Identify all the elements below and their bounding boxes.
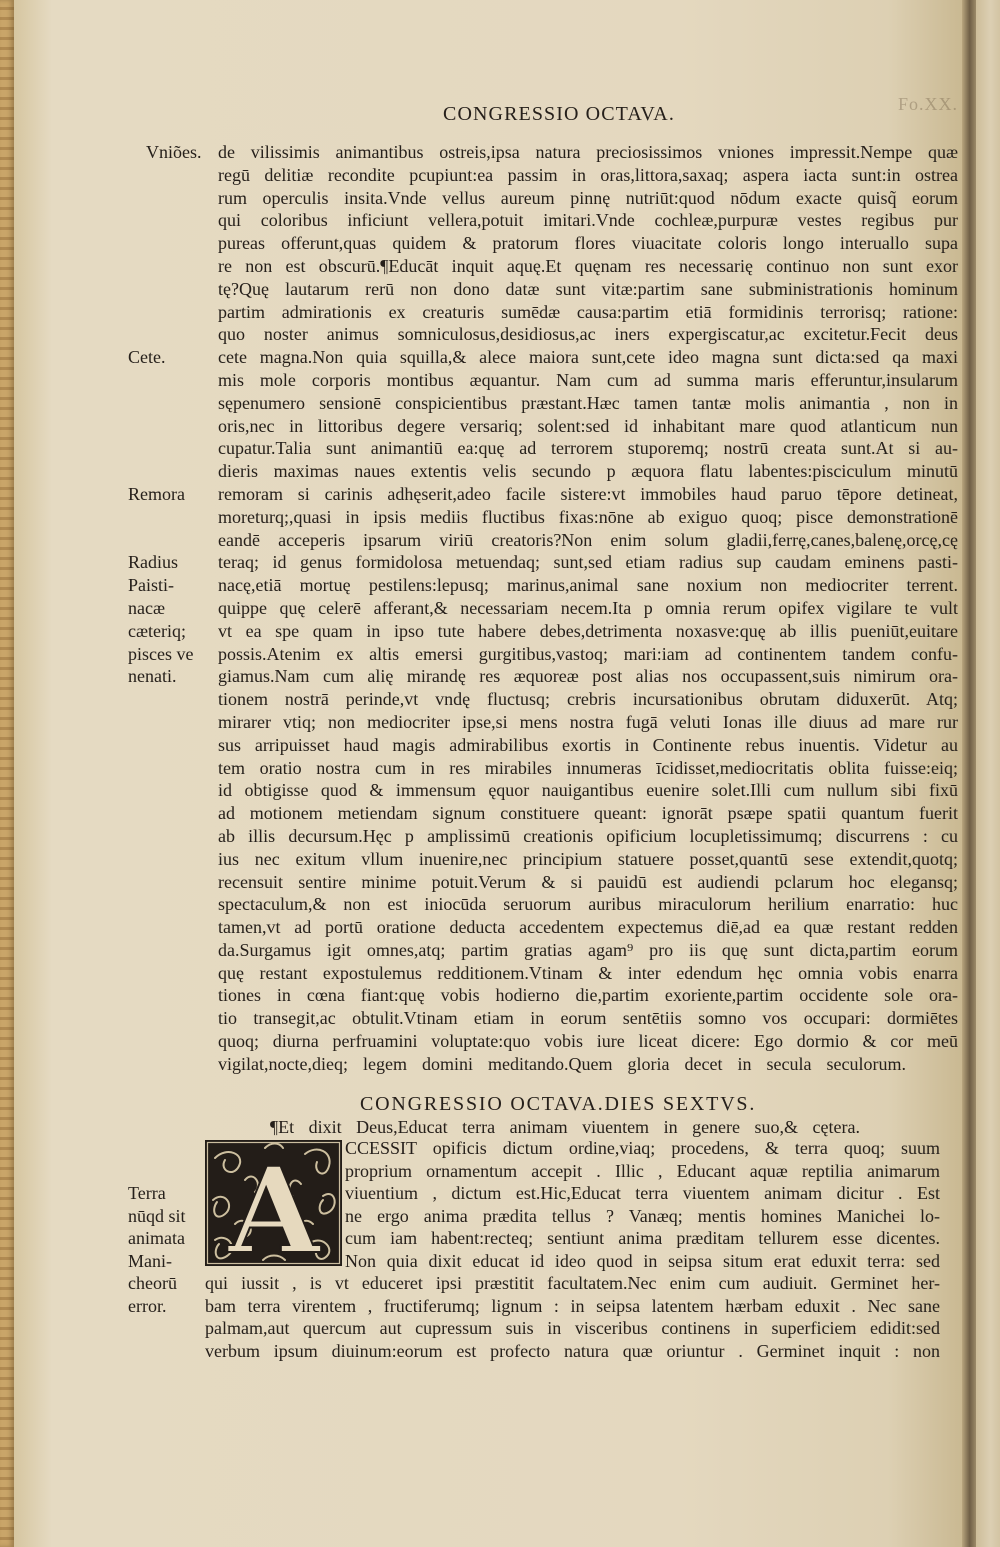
text-line: vigilat,nocte,dieq; legem domini meditando.Quem gloria decet in secula seculorum. (218, 1053, 906, 1074)
text-line: ius nec exitum vllum inuenire,nec principium statuere posset,quantū sese extendit,quotq; (218, 848, 958, 869)
text-line: moreturq;,quasi in ipsis mediis fluctibus fixas:nōne ab exiguo quoq; pisce demonstrationē (218, 506, 958, 527)
text-line: CCESSIT opificis dictum ordine,viaq; procedens, & terra quoq; suum (345, 1138, 940, 1158)
text-line: tę?Quę lautarum rerū non dono datæ sunt vitæ:partim sane subministrationis hominum (218, 278, 958, 299)
text-line: pureas offerunt,quas quidem & pratorum flores viuacitate coloris longo interuallo supa (218, 233, 958, 254)
text-line: tem oratio nostra cum in res mirabiles innumeras īcidisset,mediocritatis oblita fuisse:eiq; (218, 757, 958, 778)
woodcut-initial-graphic (205, 1140, 342, 1266)
margin-note: Mani- (128, 1250, 172, 1271)
text-beside-initial (345, 1137, 940, 1272)
main-text-column (218, 141, 958, 1076)
text-line: viuentium , dictum est.Hic,Educat terra viuentem animam dicitur . Est (345, 1183, 940, 1203)
text-line: ab illis decursum.Hęc p amplissimū creationis opificium locupletissimumq; discurrens : cu (218, 825, 958, 846)
margin-note: Cete. (128, 347, 166, 368)
section-heading: CONGRESSIO OCTAVA.DIES SEXTVS. (360, 1093, 757, 1115)
margin-note: animata (128, 1228, 185, 1248)
text-line: mis mole corporis montibus æquantur. Nam cum ad summa maris efferuntur,insularum (218, 369, 958, 390)
text-line: partim admirationis ex creaturis sumēdæ causa:partim etiā formidinis terrorisq; ratione: (218, 301, 958, 322)
margin-note: error. (128, 1295, 167, 1316)
text-line: nacę,etiā mortuę pestilens:lepusq; marinus,animal sane noxium non mediocriter terrent. (218, 575, 958, 596)
text-line: tio transegit,ac obtulit.Vtinam etiam in eorum sentētiis somno vos occupari: dormiētes (218, 1008, 958, 1029)
running-head: CONGRESSIO OCTAVA. (443, 103, 675, 125)
book-page-edges (0, 0, 14, 1547)
text-line: spectaculum,& non est iniocūda seruorum auribus miraculorum herilium enarratio: huc (218, 894, 958, 915)
margin-note: Radius (128, 552, 179, 573)
text-line: qui coloribus inficiunt vellera,potuit imitari.Vnde cochleæ,purpuræ vestes regibus pur (218, 210, 958, 231)
margin-note: nenati. (128, 666, 177, 687)
text-line: recensuit sentire minime potuit.Verum & si pauidū est audiendi pclarum hoc elegansq; (218, 871, 958, 892)
margin-note: pisces ve (128, 643, 194, 664)
margin-note: Paisti- (128, 575, 175, 596)
margin-note: Vniões. (146, 142, 202, 162)
text-line: quo noster animus somniculosus,desidiosus,ac iners expergiscatur,ac excitetur.Fecit deus (218, 324, 958, 345)
adjacent-page-edge (976, 0, 1000, 1547)
text-line: teraq; id genus formidolosa metuendaq; sunt,sed etiam radius sup caudam eminens pasti- (218, 552, 958, 573)
text-line: cum iam habent:recteq; sentiunt anima præditam tellurem esse dicentes. (345, 1228, 940, 1248)
margin-note: nacæ (128, 598, 165, 618)
text-line: sępenumero sensionē conspicientibus præstant.Hæc tamen tantæ molis animantia , non in (218, 392, 958, 413)
text-line: quoq; diurna perfruamini voluptate:quo vobis iure liceat dicere: Ego dormio & cor meū (218, 1031, 958, 1052)
initial-letter: A (228, 1141, 320, 1266)
margin-note: nūqd sit (128, 1205, 186, 1226)
text-line: quę restant expostulemus redditionem.Vtinam & inter edendum hęc omnia vobis enarra (218, 962, 958, 983)
text-line: tiones in cœna fiant:quę vobis hodierno die,partim exoriente,partim occidente sole ora- (218, 985, 958, 1006)
text-line: bam terra virentem , fructiferumq; lignum : in seipsa latentem hærbam eduxit . Nec sane (205, 1295, 940, 1316)
text-full-width (205, 1272, 940, 1362)
text-line: proprium ornamentum accepit . Illic , Educant aquæ reptilia animarum (345, 1160, 940, 1181)
text-line: rum operculis insita.Vnde vellus aureum pinnę nutriūt:quod nōdum exacte quisq̃ eorum (218, 187, 958, 208)
margin-note: Remora (128, 484, 185, 504)
text-line: qui iussit , is vt educeret ipsi præstitit facultatem.Nec enim cum audiuit. Germinet her- (205, 1273, 940, 1293)
text-line: eandē acceperis ipsarum viriū creatoris?Non enim solum gladii,ferrę,canes,balenę,orcę,cę (218, 529, 958, 550)
text-line: possis.Atenim ex altis emersi gurgitibus,vastoq; mari:iam ad continentem tandem confu- (218, 643, 958, 664)
text-line: id obtigisse quod & immensum ęquor nauigantibus euenire solet.Illi cum nullum sibi fixū (218, 780, 958, 801)
book-gutter-shadow (962, 0, 976, 1547)
margin-note: cæteriq; (128, 620, 186, 641)
text-line: ad motionem metiendam signum constituere queant: ignorāt psæpe spatii quantum fuerit (218, 803, 958, 824)
text-line: verbum ipsum diuinum:eorum est profecto natura quæ oriuntur . Germinet inquit : non (205, 1340, 940, 1361)
scripture-rubric: ¶Et dixit Deus,Educat terra animam viuentem in genere suo,& cętera. (270, 1117, 860, 1137)
text-line: palmam,aut quercum aut cupressum suis in visceribus continens in superficiem edidit:sed (205, 1318, 940, 1338)
folio-number-showthrough: Fo.XX. (898, 94, 959, 114)
text-line: sus arripuisset haud magis admirabilibus exortis in Continente rebus inuentis. Videtur au (218, 734, 958, 755)
text-line: mirarer vtiq; non mediocriter ipse,si mens nostra fugā veluti Ionas ille diuus ad mare rur (218, 711, 958, 732)
margin-note: cheorū (128, 1273, 177, 1293)
text-line: de vilissimis animantibus ostreis,ipsa natura preciosissimos vniones impressit.Nempe quæ (218, 142, 958, 162)
text-line: re non est obscurū.¶Educāt inquit aquę.Et quęnam res necessarię continuo non sunt exor (218, 255, 958, 276)
text-line: remoram si carinis adhęserit,adeo facile sistere:vt immobiles haud paruo tēpore detineat, (218, 483, 958, 504)
text-line: cete magna.Non quia squilla,& alece maiora sunt,cete ideo magna sunt dicta:sed qa maxi (218, 347, 958, 368)
decorated-initial (205, 1140, 342, 1266)
text-line: giamus.Nam cum alię mirandę res æquoreæ post alias nos occupassent,suis nimirum ora- (218, 666, 958, 687)
text-line: Non quia dixit educat id ideo quod in seipsa situm erat eduxit terra: sed (345, 1250, 940, 1271)
text-line: cupatur.Talia sunt animantiū ea:quę ad terrorem stuporemq; nostrū creata sunt.At si au- (218, 438, 958, 459)
text-line: da.Surgamus igit omnes,atq; partim gratias agam⁹ pro iis quę sunt dicta,partim eorum (218, 939, 958, 960)
text-line: ne ergo anima prædita tellus ? Vanæq; mentis homines Manichei lo- (345, 1205, 940, 1226)
text-line: tamen,vt ad portū oratione deducta accedentem expectemus diē,ad ea quæ restant redden (218, 917, 958, 938)
text-line: tionem nostrā perinde,vt vndę fluctusq; crebris incursationibus obrutam diduxerūt. Atq; (218, 689, 958, 710)
text-line: quippe quę celerē afferant,& necessariam necem.Ita p omnia rerum opifex vigilare te vult (218, 597, 958, 618)
text-line: dieris maximas naues extentis velis secundo p æquora flatu labentes:pisciculum minutū (218, 461, 958, 482)
margin-note: Terra (128, 1183, 166, 1203)
text-line: regū delitiæ recondite pcupiunt:ea passim in oras,littora,saxaq; aspera iacta sunt:in ostrea (218, 164, 958, 185)
text-line: oris,nec in littoribus degere versariq; solent:sed id inhabitant mare quod atlanticum nun (218, 415, 958, 436)
text-line: vt ea spe quam in ipso tute habere debes,detrimenta noxasve:quę ab illis pueniūt,euitare (218, 620, 958, 641)
